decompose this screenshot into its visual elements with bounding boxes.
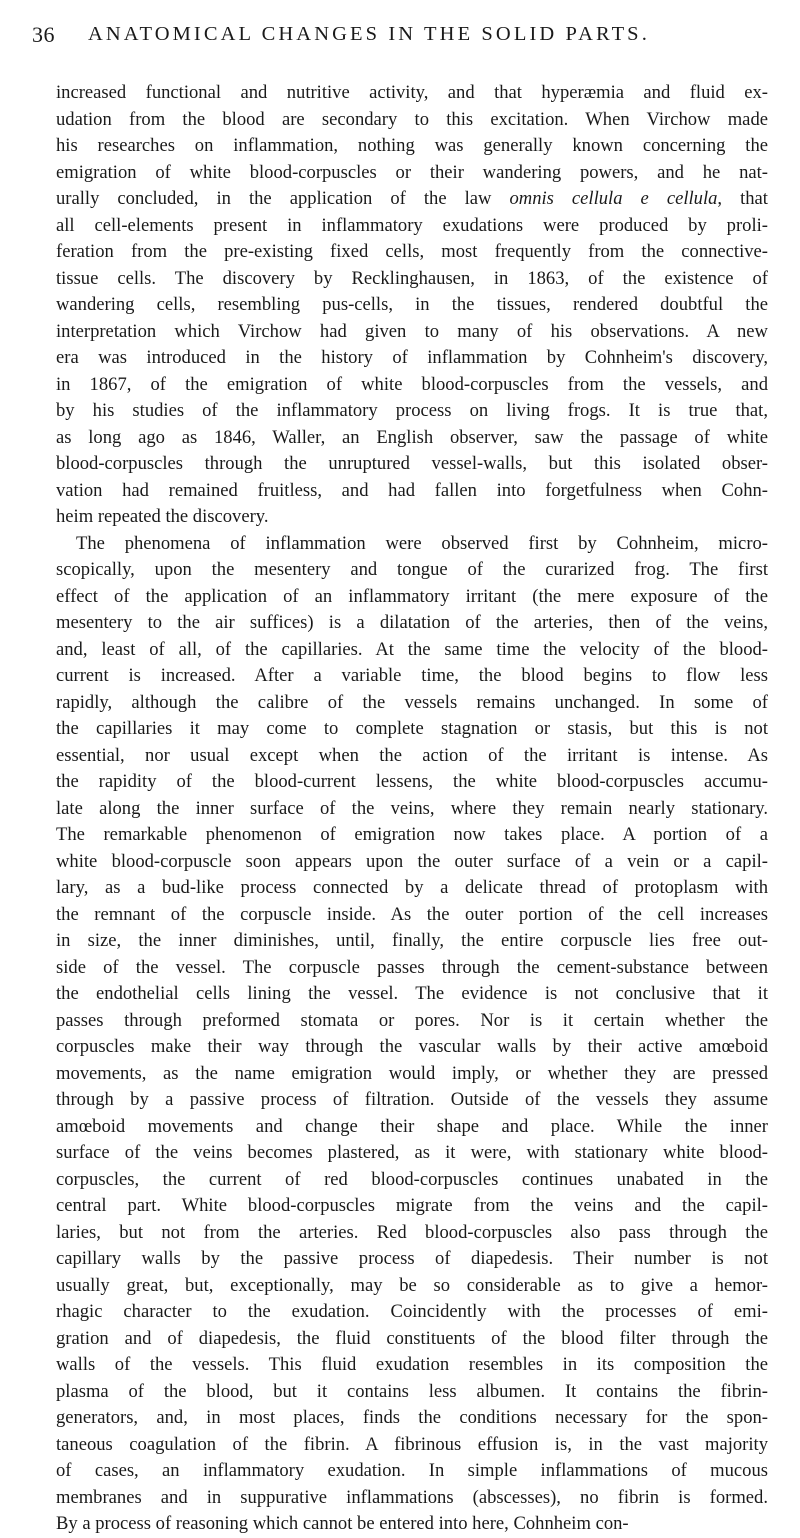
text-line: By a process of reasoning which cannot be entered into here, Cohnheim con- bbox=[56, 1513, 629, 1534]
text-line: the capillaries it may come to complete stagnation or stasis, but this is not bbox=[56, 718, 768, 739]
text-line: interpretation which Virchow had given to many of his observations. A new bbox=[56, 320, 768, 342]
text-line: all cell-elements present in inflammatory exudations were produced by proli- bbox=[56, 214, 768, 236]
text-line: usually great, but, exceptionally, may be so considerable as to give a hemor- bbox=[56, 1274, 768, 1296]
text-line: corpuscles, the current of red blood-corpuscles continues unabated in the bbox=[56, 1168, 768, 1190]
text-line: his researches on inflammation, nothing was generally known concerning the bbox=[56, 135, 768, 156]
text-line: as long ago as 1846, Waller, an English observer, saw the passage of white bbox=[56, 426, 768, 448]
text-line: increased functional and nutritive activity, and that hyperæmia and fluid ex- bbox=[56, 82, 768, 103]
text-line: rhagic character to the exudation. Coincidently with the processes of emi- bbox=[56, 1301, 768, 1322]
text-line: capillary walls by the passive process of diapedesis. Their number is not bbox=[56, 1248, 768, 1269]
text-line: white blood-corpuscle soon appears upon the outer surface of a vein or a capil- bbox=[56, 850, 768, 872]
text-line: lary, as a bud-like process connected by a delicate thread of protoplasm with bbox=[56, 877, 768, 898]
text-line: emigration of white blood-corpuscles or their wandering powers, and he nat- bbox=[56, 161, 768, 183]
text-line: amœboid movements and change their shape and place. While the inner bbox=[56, 1115, 768, 1137]
text-line: membranes and in suppurative inflammations (abscesses), no fibrin is formed. bbox=[56, 1486, 768, 1508]
text-line: by his studies of the inflammatory process on living frogs. It is true that, bbox=[56, 400, 768, 421]
text-line: tissue cells. The discovery by Recklinghausen, in 1863, of the existence of bbox=[56, 267, 768, 289]
text-line: late along the inner surface of the veins, where they remain nearly stationary. bbox=[56, 797, 768, 819]
text-line: plasma of the blood, but it contains less albumen. It contains the fibrin- bbox=[56, 1380, 768, 1402]
text-line: The phenomena of inflammation were observed first by Cohnheim, micro- bbox=[76, 532, 768, 554]
running-title: ANATOMICAL CHANGES IN THE SOLID PARTS. bbox=[88, 23, 650, 45]
text-line: heim repeated the discovery. bbox=[56, 506, 269, 527]
text-line: in size, the inner diminishes, until, finally, the entire corpuscle lies free out- bbox=[56, 930, 768, 951]
text-line: current is increased. After a variable time, the blood begins to flow less bbox=[56, 665, 768, 686]
text-line: movements, as the name emigration would imply, or whether they are pressed bbox=[56, 1062, 768, 1084]
text-line: taneous coagulation of the fibrin. A fibrinous effusion is, in the vast majority bbox=[56, 1433, 768, 1455]
text-line: central part. White blood-corpuscles migrate from the veins and the capil- bbox=[56, 1195, 768, 1216]
text-line: in 1867, of the emigration of white blood-corpuscles from the vessels, and bbox=[56, 373, 768, 395]
text-line: gration and of diapedesis, the fluid constituents of the blood filter through the bbox=[56, 1327, 768, 1349]
text-line: blood-corpuscles through the unruptured vessel-walls, but this isolated obser- bbox=[56, 453, 768, 474]
text-line: the endothelial cells lining the vessel. The evidence is not conclusive that it bbox=[56, 983, 768, 1004]
text-line: The remarkable phenomenon of emigration now takes place. A portion of a bbox=[56, 824, 768, 845]
text-line: rapidly, although the calibre of the vessels remains unchanged. In some of bbox=[56, 691, 768, 713]
text-line: laries, but not from the arteries. Red blood-corpuscles also pass through the bbox=[56, 1221, 768, 1243]
latin-phrase: omnis cellula e cellula bbox=[509, 188, 718, 209]
text-line: generators, and, in most places, finds the conditions necessary for the spon- bbox=[56, 1407, 768, 1428]
text-line: of cases, an inflammatory exudation. In simple inflammations of mucous bbox=[56, 1460, 768, 1481]
text-line: walls of the vessels. This fluid exudation resembles in its composition the bbox=[56, 1354, 768, 1375]
text-line: through by a passive process of filtration. Outside of the vessels they assume bbox=[56, 1089, 768, 1110]
page-number: 36 bbox=[32, 22, 55, 47]
text-line: scopically, upon the mesentery and tongue of the curarized frog. The first bbox=[56, 559, 768, 580]
text-line: corpuscles make their way through the vascular walls by their active amœboid bbox=[56, 1036, 768, 1057]
text-line: surface of the veins becomes plastered, as it were, with stationary white blood- bbox=[56, 1142, 768, 1163]
text-line: feration from the pre-existing fixed cells, most frequently from the connective- bbox=[56, 241, 768, 262]
text-line: vation had remained fruitless, and had fallen into forgetfulness when Cohn- bbox=[56, 479, 768, 501]
text-line: essential, nor usual except when the action of the irritant is intense. As bbox=[56, 744, 768, 766]
text-line: udation from the blood are secondary to this excitation. When Virchow made bbox=[56, 108, 768, 130]
text-line: side of the vessel. The corpuscle passes through the cement-substance between bbox=[56, 956, 768, 978]
body-text bbox=[56, 80, 768, 1538]
text-line: wandering cells, resembling pus-cells, in the tissues, rendered doubtful the bbox=[56, 294, 768, 315]
text-line: the rapidity of the blood-current lessens, the white blood-corpuscles accumu- bbox=[56, 771, 768, 792]
text-line: effect of the application of an inflammatory irritant (the mere exposure of the bbox=[56, 585, 768, 607]
text-line: era was introduced in the history of inflammation by Cohnheim's discovery, bbox=[56, 347, 768, 368]
page-header bbox=[32, 22, 792, 52]
text-line: and, least of all, of the capillaries. At the same time the velocity of the blood- bbox=[56, 638, 768, 660]
text-line: mesentery to the air suffices) is a dilatation of the arteries, then of the veins, bbox=[56, 612, 768, 633]
text-line: passes through preformed stomata or pores. Nor is it certain whether the bbox=[56, 1009, 768, 1031]
text-line: urally concluded, in the application of the law omnis cellula e cellula, that bbox=[56, 188, 768, 209]
text-line: the remnant of the corpuscle inside. As the outer portion of the cell increases bbox=[56, 903, 768, 925]
